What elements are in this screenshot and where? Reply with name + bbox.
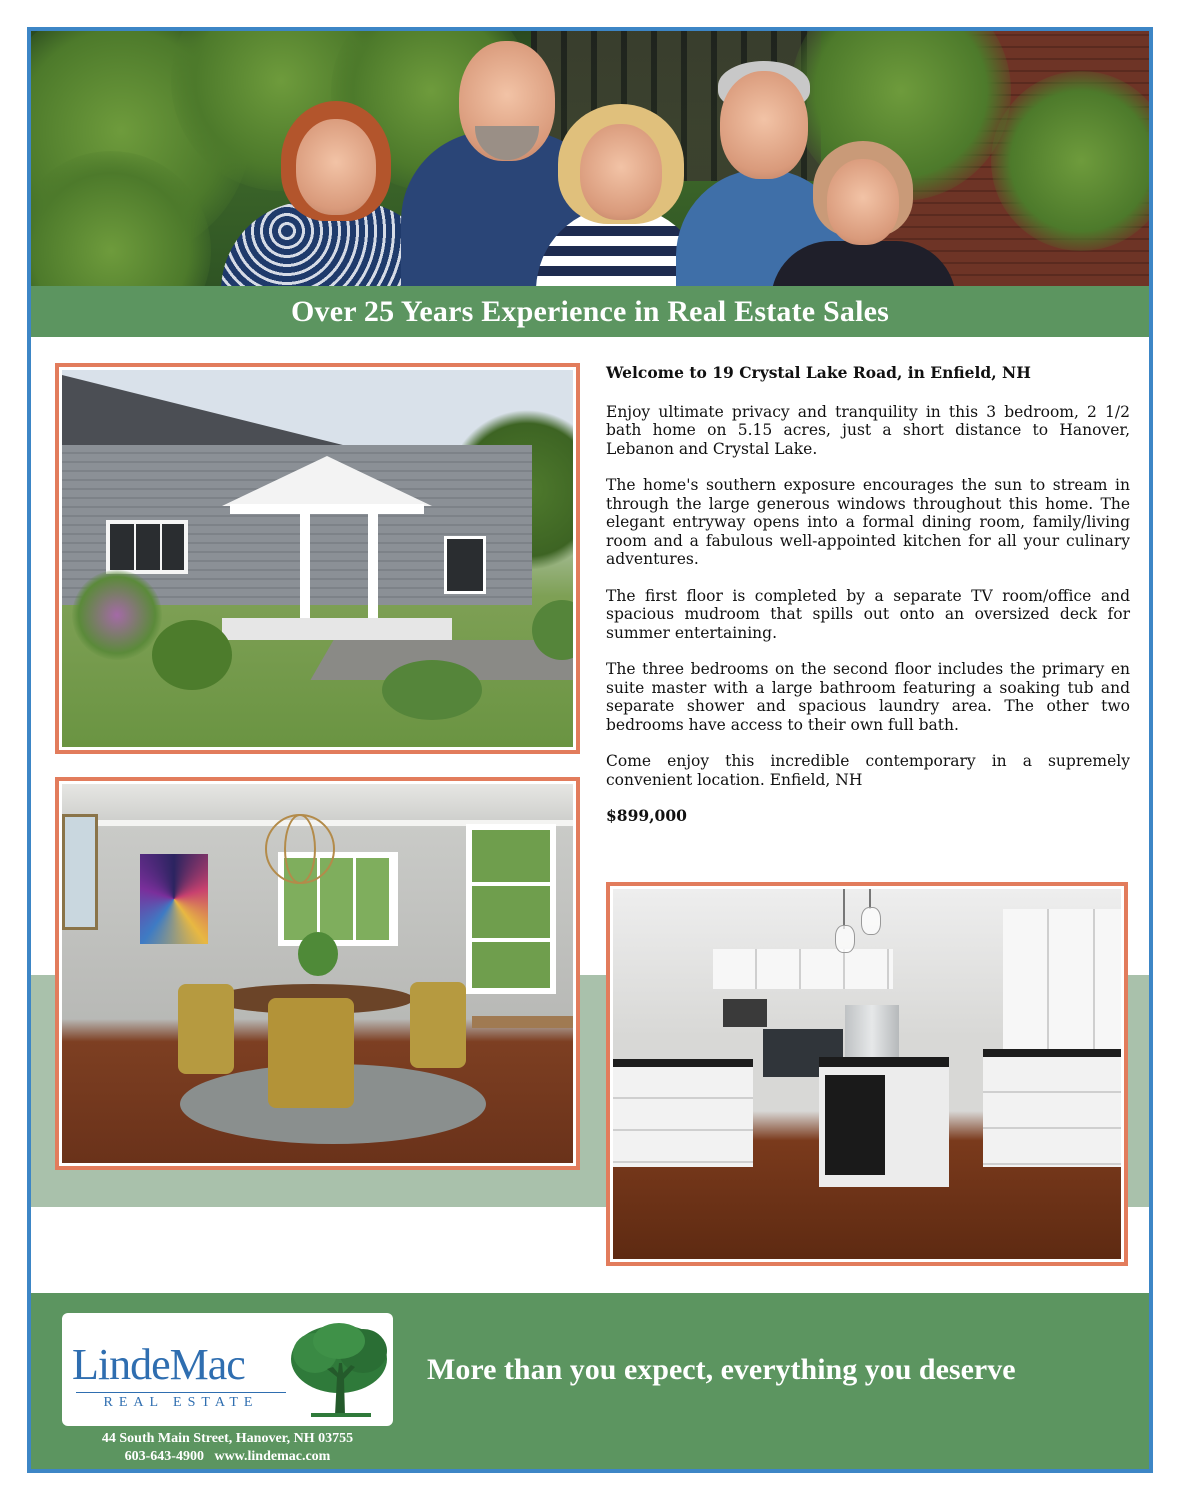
listing-description: [606, 364, 1130, 844]
tree-icon: [287, 1317, 391, 1421]
tagline: More than you expect, everything you deserve: [427, 1353, 1016, 1386]
dining-room-photo: [55, 777, 580, 1170]
kitchen-photo: [606, 882, 1128, 1266]
logo-wordmark: LindeMac: [72, 1340, 245, 1389]
listing-paragraph: The three bedrooms on the second floor includes the primary en suite master with a large bathroom featuring a soaking tub and separate shower and spacious laundry area. The other two bedrooms have access to their own full bath.: [606, 660, 1130, 734]
listing-paragraph: Come enjoy this incredible contemporary in a supremely convenient location. Enfield, NH: [606, 752, 1130, 789]
footer: [31, 1293, 1149, 1469]
team-photo: [31, 31, 1149, 286]
contact-info: [62, 1430, 393, 1466]
house-exterior-photo: [55, 363, 580, 754]
listing-paragraph: The first floor is completed by a separate TV room/office and spacious mudroom that spills out onto an oversized deck for summer entertaining.: [606, 586, 1130, 642]
experience-banner: Over 25 Years Experience in Real Estate Sales: [31, 286, 1149, 337]
logo-subtitle: REAL ESTATE: [76, 1392, 286, 1410]
team-member-5: [771, 141, 956, 286]
listing-paragraph: Enjoy ultimate privacy and tranquility in this 3 bedroom, 2 1/2 bath home on 5.15 acres, just a short distance to Hanover, Lebanon and Crystal Lake.: [606, 402, 1130, 458]
listing-heading: Welcome to 19 Crystal Lake Road, in Enfield, NH: [606, 363, 1031, 382]
flyer-frame: [27, 27, 1153, 1473]
company-logo: [62, 1313, 393, 1426]
address-line: 44 South Main Street, Hanover, NH 03755: [101, 1431, 354, 1446]
listing-price: $899,000: [606, 806, 687, 825]
listing-paragraph: The home's southern exposure encourages the sun to stream in through the large generous windows throughout this home. The elegant entryway opens into a formal dining room, family/living room and a fabulous well-appointed kitchen for all your culinary adventures.: [606, 476, 1130, 568]
phone-web-line: 603-643-4900 www.lindemac.com: [124, 1449, 331, 1464]
